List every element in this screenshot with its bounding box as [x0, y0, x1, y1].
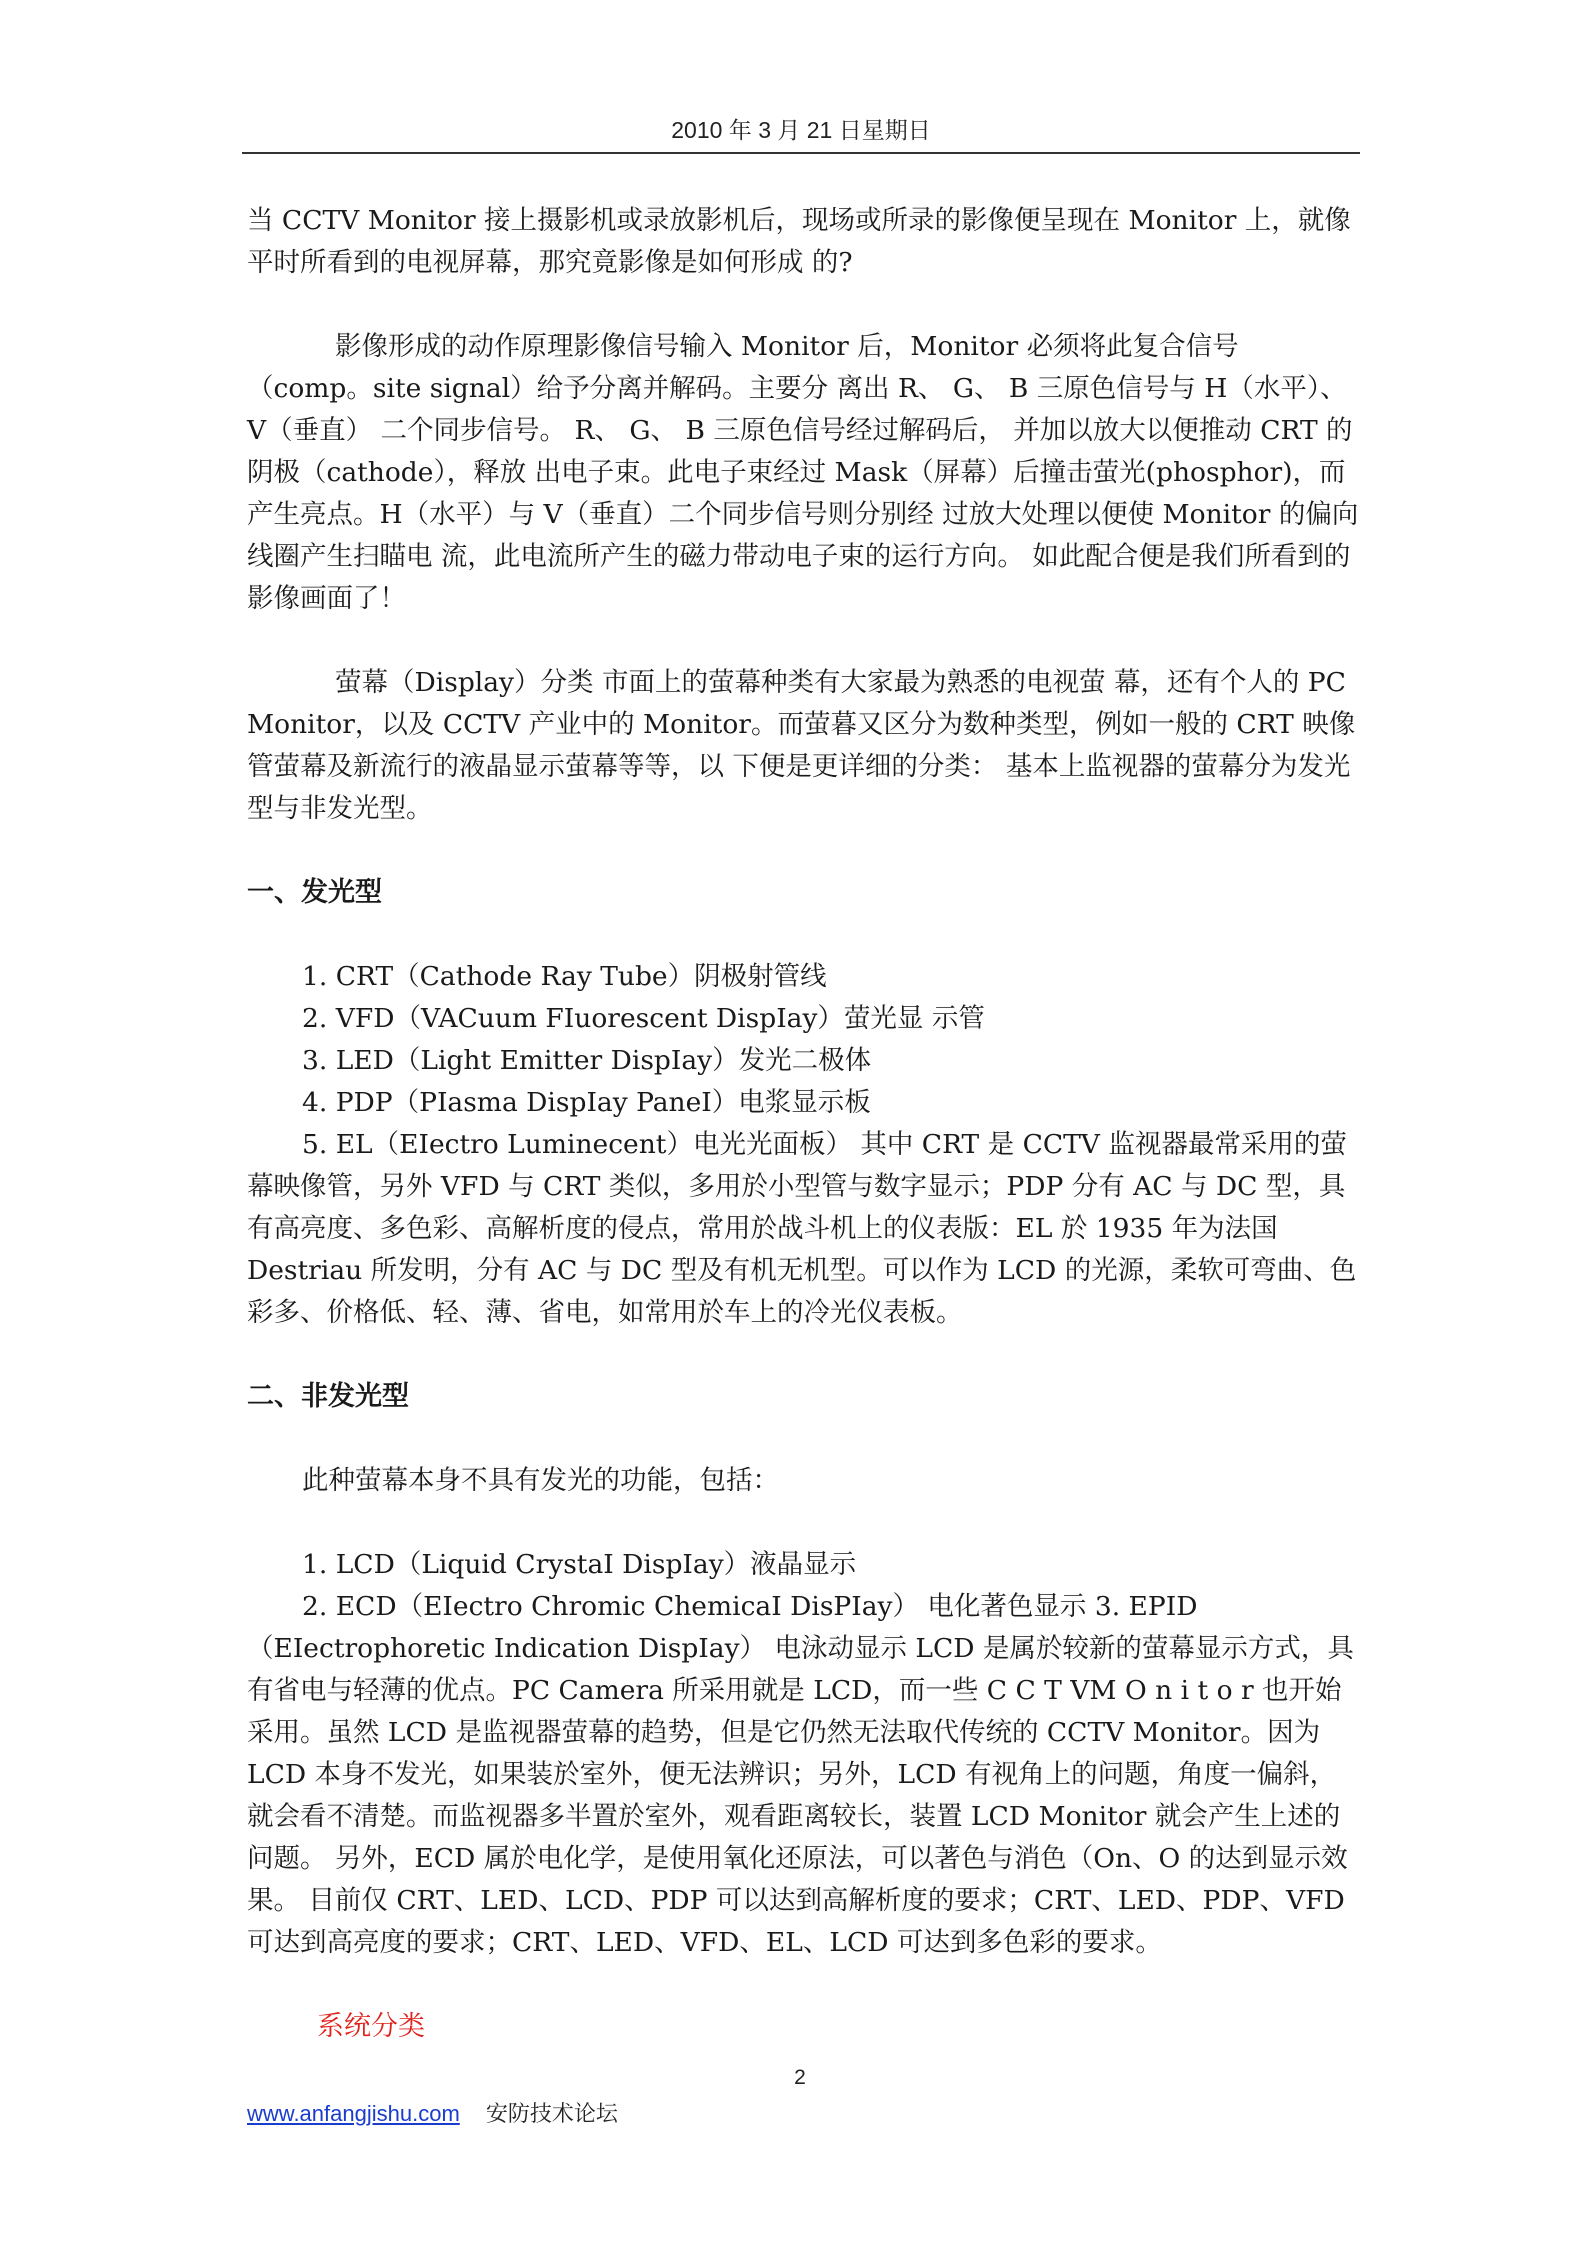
section-heading-non-emissive: 二、非发光型: [247, 1381, 409, 1412]
spacer: [247, 914, 1359, 956]
system-classification-title: 系统分类: [317, 2011, 425, 2042]
list-item: 3. LED（Light Emitter DispIay）发光二极体: [302, 1045, 872, 1076]
list-item: 4. PDP（PIasma DispIay PaneI）电浆显示板: [302, 1087, 871, 1118]
list-item: 1. LCD（Liquid CrystaI DispIay）液晶显示: [302, 1549, 857, 1580]
list-item-paragraph: 2. ECD（EIectro Chromic ChemicaI DisPIay） 电化著色显示 3. EPID（EIectrophoretic Indication DispIay） 电泳动显示 LCD 是属於较新的萤幕显示方式，具有省电与轻薄的优点。PC Camera 所采用就是 LCD，而一些 C C T VM O n i t o r 也开始采用。虽然 LCD 是监视器萤幕的趋势，但是它仍然无法取代传统的 CCTV Monitor。因为 LCD 本身不发光，如果装於室外，便无法辨识；另外，LCD 有视角上的问题，角度一偏斜，就会看不清楚。而监视器多半置於室外，观看距离较长，装置 LCD Monitor 就会产生上述的问题。 另外，ECD 属於电化学，是使用氧化还原法，可以著色与消色（On、O 的达到显示效果。 目前仅 CRT、LED、LCD、PDP 可以达到高解析度的要求；CRT、LED、PDP、VFD 可达到高亮度的要求；CRT、LED、VFD、EL、LCD 可达到多色彩的要求。: [247, 1591, 1354, 1958]
spacer: [247, 1334, 1359, 1376]
list-item: 1. CRT（Cathode Ray Tube）阴极射管线: [302, 961, 827, 992]
display-paragraph: 萤幕（Display）分类 市面上的萤幕种类有大家最为熟悉的电视萤 幕，还有个人的 PC Monitor，以及 CCTV 产业中的 Monitor。而萤暮又区分为数种类型，例如一般的 CRT 映像管萤幕及新流行的液晶显示萤幕等等，以 下便是更详细的分类： 基本上监视器的萤幕分为发光型与非发光型。: [247, 667, 1356, 824]
document-body: [247, 200, 1359, 2048]
section-lead: 此种萤幕本身不具有发光的功能，包括：: [302, 1465, 779, 1496]
spacer: [247, 1964, 1359, 2006]
spacer: [247, 830, 1359, 872]
spacer: [247, 620, 1359, 662]
intro-paragraph: 当 CCTV Monitor 接上摄影机或录放影机后，现场或所录的影像便呈现在 Monitor 上，就像平时所看到的电视屏幕，那究竟影像是如何形成 的?: [247, 205, 1351, 278]
page-header-date: 2010 年 3 月 21 日星期日: [671, 117, 931, 143]
spacer: [247, 1418, 1359, 1460]
principle-paragraph: 影像形成的动作原理影像信号输入 Monitor 后，Monitor 必须将此复合信号（comp。site signal）给予分离并解码。主要分 离出 R、 G、 B 三原色信号与 H（水平）、 V（垂直） 二个同步信号。 R、 G、 B 三原色信号经过解码后， 并加以放大以便推动 CRT 的阴极（cathode），释放 出电子束。此电子束经过 Mask（屏幕）后撞击萤光(phosphor)，而产生亮点。H（水平）与 V（垂直）二个同步信号则分别经 过放大处理以便使 Monitor 的偏向线圈产生扫瞄电 流，此电流所产生的磁力带动电子束的运行方向。 如此配合便是我们所看到的影像画面了！: [247, 331, 1359, 614]
section-heading-emissive: 一、发光型: [247, 877, 382, 908]
website-link[interactable]: www.anfangjishu.com: [247, 2101, 460, 2126]
spacer: [247, 284, 1359, 326]
list-item-paragraph: 5. EL（EIectro Luminecent）电光光面板） 其中 CRT 是 CCTV 监视器最常采用的萤幕映像管，另外 VFD 与 CRT 类似，多用於小型管与数字显示；PDP 分有 AC 与 DC 型，具有高亮度、多色彩、高解析度的侵点，常用於战斗机上的仪表版：EL 於 1935 年为法国 Destriau 所发明，分有 AC 与 DC 型及有机无机型。可以作为 LCD 的光源，柔软可弯曲、色彩多、价格低、轻、薄、省电，如常用於车上的冷光仪表板。: [247, 1129, 1357, 1328]
list-item: 2. VFD（VACuum FIuorescent DispIay）萤光显 示管: [302, 1003, 985, 1034]
page-footer: [247, 2097, 618, 2128]
page-number: 2: [794, 2066, 806, 2089]
spacer: [247, 1502, 1359, 1544]
header-divider: [242, 152, 1360, 154]
site-name: 安防技术论坛: [485, 2101, 618, 2126]
